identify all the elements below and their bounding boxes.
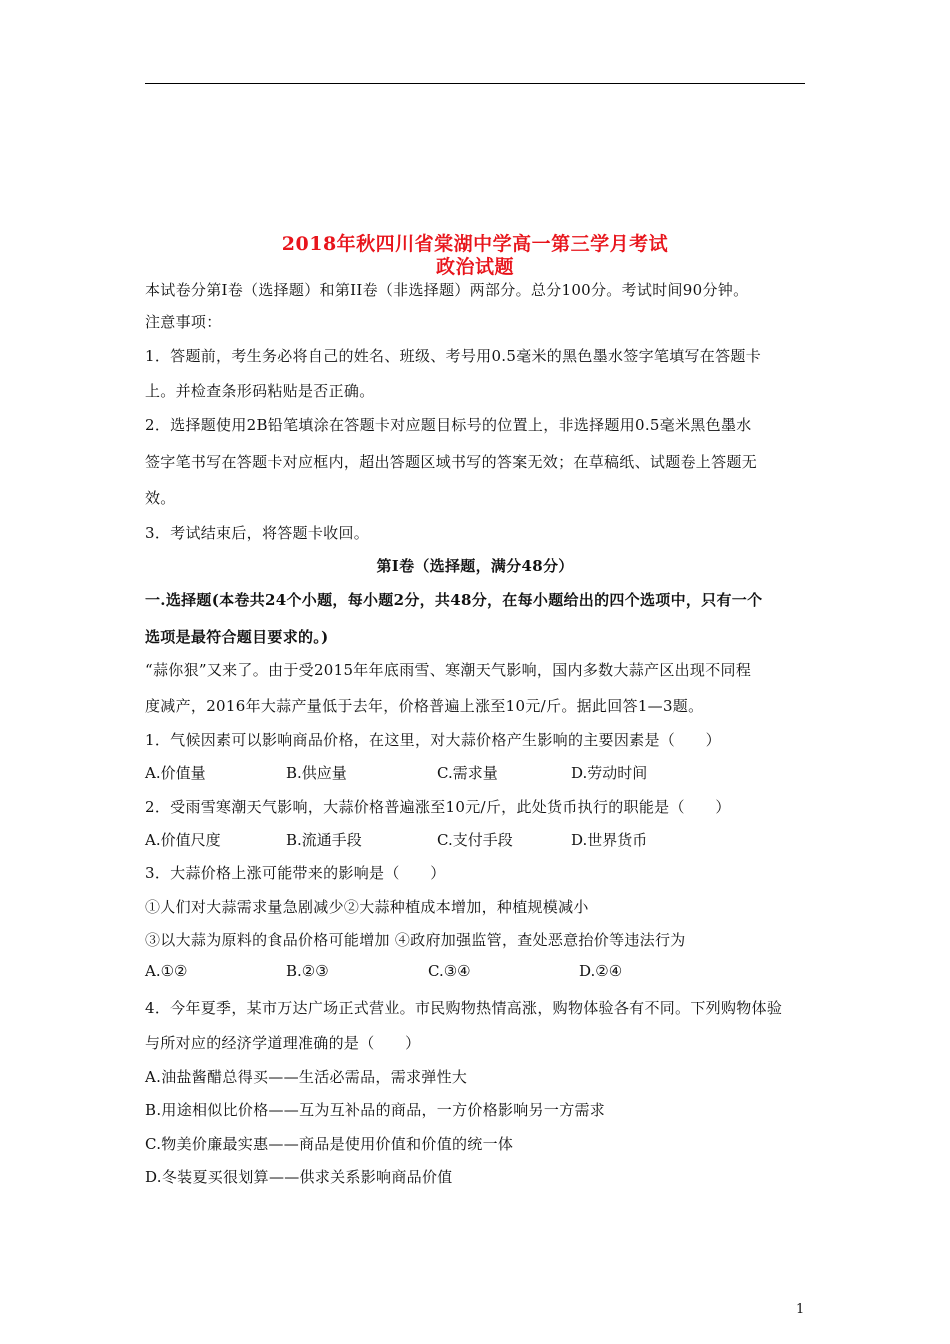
note-1-line-2: 上。并检查条形码粘贴是否正确。: [145, 382, 375, 400]
q2-option-c: C.支付手段: [437, 831, 513, 849]
question-4-stem-line-1: 4．今年夏季，某市万达广场正式营业。市民购物热情高涨，购物体验各有不同。下列购物体验: [145, 999, 783, 1017]
q3-option-a: A.①②: [145, 962, 188, 980]
section-heading: 第Ⅰ卷（选择题，满分48分）: [376, 557, 574, 575]
q3-option-b: B.②③: [286, 962, 329, 980]
question-4-stem-line-2: 与所对应的经济学道理准确的是（ ）: [145, 1034, 421, 1052]
q4-option-d: D.冬装夏买很划算——供求关系影响商品价值: [145, 1168, 453, 1186]
q3-option-c: C.③④: [428, 962, 471, 980]
intro-text: 本试卷分第Ⅰ卷（选择题）和第II卷（非选择题）两部分。总分100分。考试时间90分钟。: [145, 281, 749, 299]
q4-option-b: B.用途相似比价格——互为互补品的商品，一方价格影响另一方需求: [145, 1101, 606, 1119]
exam-title: 2018年秋四川省棠湖中学高一第三学月考试: [281, 233, 669, 255]
q2-option-a: A.价值尺度: [145, 831, 221, 849]
exam-subtitle: 政治试题: [435, 256, 514, 278]
q2-option-d: D.世界货币: [571, 831, 648, 849]
note-2-line-3: 效。: [145, 489, 176, 507]
q1-option-a: A.价值量: [145, 764, 206, 782]
material-line-1: “蒜你狠”又来了。由于受2015年年底雨雪、寒潮天气影响，国内多数大蒜产区出现不同程: [145, 661, 752, 679]
question-2-stem: 2．受雨雪寒潮天气影响，大蒜价格普遍涨至10元/斤，此处货币执行的职能是（ ）: [145, 798, 731, 816]
note-1-line-1: 1．答题前，考生务必将自己的姓名、班级、考号用0.5毫米的黑色墨水签字笔填写在答题卡: [145, 347, 762, 365]
q1-option-d: D.劳动时间: [571, 764, 648, 782]
q4-option-c: C.物美价廉最实惠——商品是使用价值和价值的统一体: [145, 1135, 514, 1153]
page-number: 1: [796, 1302, 805, 1317]
note-2-line-1: 2．选择题使用2B铅笔填涂在答题卡对应题目标号的位置上，非选择题用0.5毫米黑色墨水: [145, 416, 752, 434]
header-rule: [145, 83, 805, 84]
q4-option-a: A.油盐酱醋总得买——生活必需品，需求弹性大: [145, 1068, 468, 1086]
question-3-stem: 3．大蒜价格上涨可能带来的影响是（ ）: [145, 864, 446, 882]
note-3: 3．考试结束后，将答题卡收回。: [145, 524, 370, 542]
q3-option-d: D.②④: [579, 962, 623, 980]
q1-option-b: B.供应量: [286, 764, 347, 782]
section-instructions-line-2: 选项是最符合题目要求的。): [145, 628, 329, 646]
note-2-line-2: 签字笔书写在答题卡对应框内，超出答题区域书写的答案无效；在草稿纸、试题卷上答题无: [145, 453, 758, 471]
q3-statements-1: ①人们对大蒜需求量急剧减少②大蒜种植成本增加，种植规模减小: [145, 898, 589, 916]
q1-option-c: C.需求量: [437, 764, 498, 782]
material-line-2: 度减产，2016年大蒜产量低于去年，价格普遍上涨至10元/斤。据此回答1—3题。: [145, 697, 704, 715]
notes-heading: 注意事项：: [145, 313, 222, 331]
question-1-stem: 1．气候因素可以影响商品价格，在这里，对大蒜价格产生影响的主要因素是（ ）: [145, 731, 721, 749]
section-instructions-line-1: 一.选择题(本卷共24个小题，每小题2分，共48分，在每小题给出的四个选项中，只有一个: [145, 591, 763, 609]
q3-statements-2: ③以大蒜为原料的食品价格可能增加 ④政府加强监管，查处恶意抬价等违法行为: [145, 931, 686, 949]
q2-option-b: B.流通手段: [286, 831, 362, 849]
